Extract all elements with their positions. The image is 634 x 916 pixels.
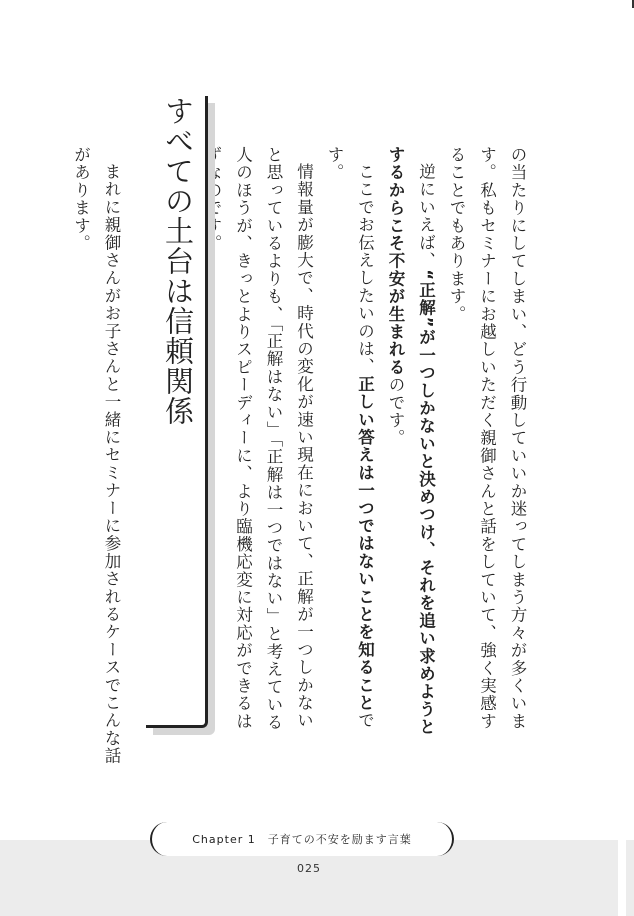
p2-tail: のです。 (386, 376, 405, 447)
p2-emphasis: “正解”が一つしかないと決めつけ、それを追い求めようとするからこそ不安が生まれる (386, 146, 436, 736)
chapter-title: 子育ての不安を励ます言葉 (267, 833, 412, 846)
p3-emphasis: 正しい答えは一つではないことを知ること (355, 374, 375, 712)
footer-band-edge (626, 840, 634, 916)
intro-text (60, 146, 126, 766)
chapter-label (150, 822, 454, 856)
p3-lead: ここでお伝えしたいのは、 (355, 162, 375, 375)
chapter-number: Chapter 1 (192, 832, 256, 846)
page-number: 025 (297, 862, 321, 875)
paragraph-4: 情報量が膨大で、時代の変化が速い現在において、正解が一つしかないと思っているよりも、「正解はない」「正解は一つではない」と考えている人のほうが、きっとよりスピーディーに、より臨機応変に対応ができるはずなのです。 (203, 146, 314, 732)
section-heading: すべての土台は信頼関係 (161, 96, 195, 426)
p2-lead: 逆にいえば、 (416, 162, 436, 269)
paragraph-3 (319, 146, 380, 746)
paragraph-1: の当たりにしてしまい、どう行動していいか迷ってしまう方々が多くいます。私もセミナーにお越しいただく親御さんと話をしていて、強く実感することでもあります。 (447, 146, 527, 731)
paragraph-2 (380, 146, 441, 746)
p3-tail: です。 (325, 146, 375, 729)
body-text (203, 146, 532, 746)
intro-paragraph: まれに親御さんがお子さんと一緒にセミナーに参加されるケースでこんな話があります。 (71, 146, 121, 765)
